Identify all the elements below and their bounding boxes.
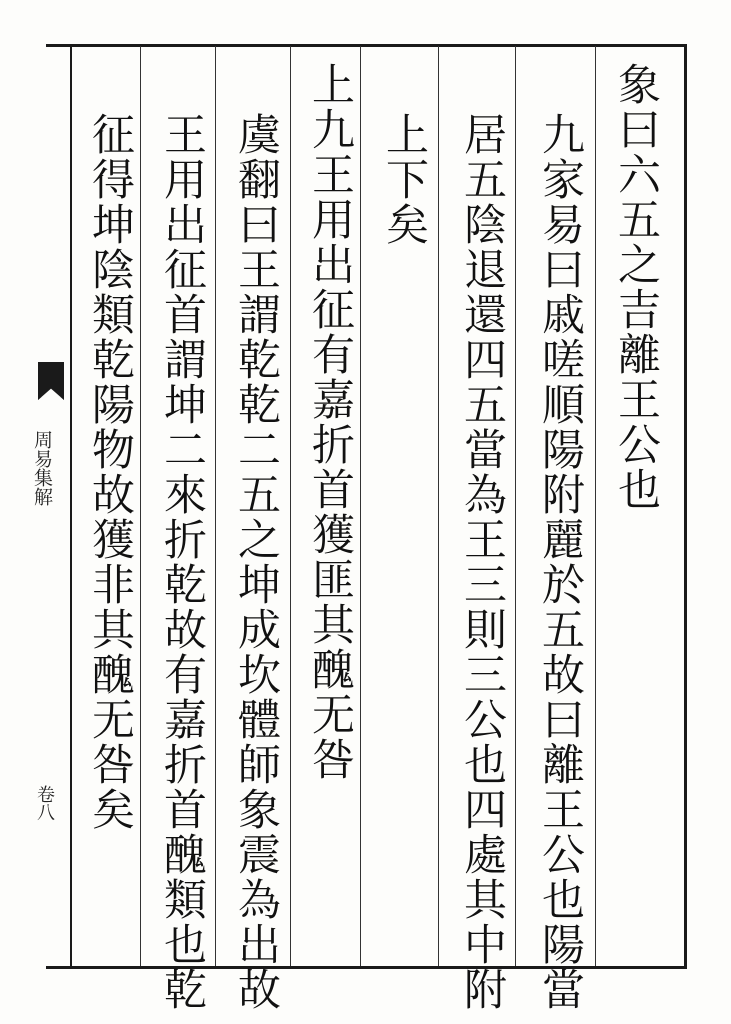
column-rule bbox=[360, 46, 361, 966]
margin-volume-label: 卷八 bbox=[34, 785, 55, 821]
frame-bottom-line bbox=[46, 966, 686, 969]
column-rule bbox=[515, 46, 516, 966]
column-rule bbox=[290, 46, 291, 966]
frame-top-line bbox=[46, 44, 686, 47]
margin-book-title: 周易集解 bbox=[31, 430, 53, 506]
text-column-8: 征得坤陰類乾陽物故獲非其醜无咎矣 bbox=[85, 112, 135, 832]
text-column-5: 上九王用出征有嘉折首獲匪其醜无咎 bbox=[305, 62, 355, 782]
column-rule bbox=[215, 46, 216, 966]
column-rule bbox=[595, 46, 596, 966]
text-column-1: 象曰六五之吉離王公也 bbox=[611, 62, 661, 512]
text-column-3: 居五陰退還四五當為王三則三公也四處其中附 bbox=[457, 112, 507, 1012]
margin-strip bbox=[0, 44, 70, 969]
column-rule bbox=[140, 46, 141, 966]
frame-right-line bbox=[684, 44, 687, 969]
frame-left-line bbox=[70, 44, 72, 969]
text-column-6: 虞翻曰王謂乾乾二五之坤成坎體師象震為出故 bbox=[231, 112, 281, 1012]
text-column-7: 王用出征首謂坤二來折乾故有嘉折首醜類也乾 bbox=[157, 112, 207, 1012]
text-column-2: 九家易曰戚嗟順陽附麗於五故曰離王公也陽當 bbox=[535, 112, 585, 1012]
column-rule bbox=[438, 46, 439, 966]
fishtail-mark-icon bbox=[38, 362, 64, 400]
text-column-4: 上下矣 bbox=[379, 112, 429, 247]
